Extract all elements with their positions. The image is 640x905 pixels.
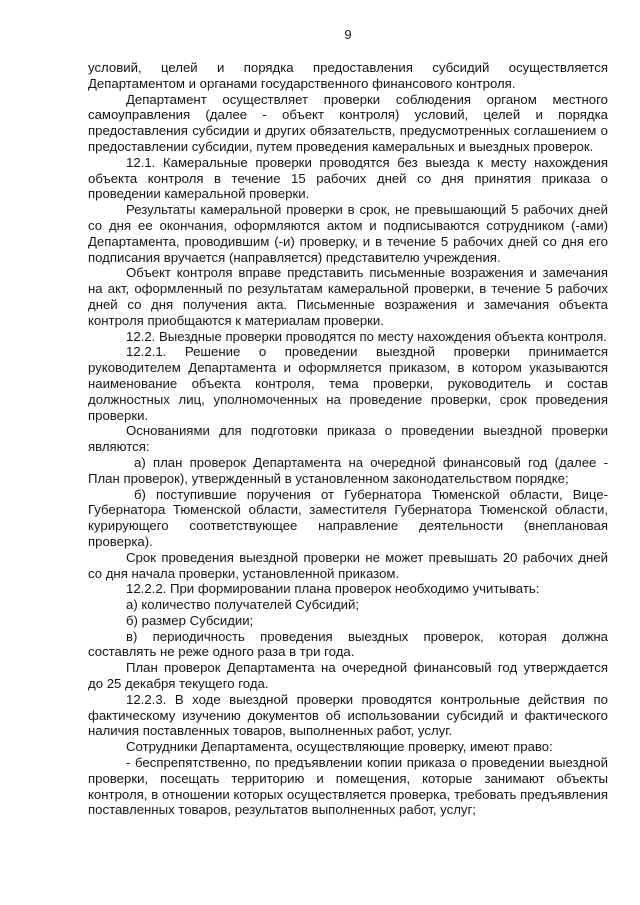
paragraph-duration: Срок проведения выездной проверки не может превышать 20 рабочих дней со дня начала проверки, установленной приказом. [88, 549, 608, 581]
list-item-b-amount: б) размер Субсидии; [126, 612, 254, 628]
list-item-unhindered-access: - беспрепятственно, по предъявлении копии приказа о проведении выездной проверки, посещать территорию и помещения, которые занимают объекты контроля, в отношении которых осуществляется проверка, требовать предъявления поставленных товаров, результатов выполненных работ, услуг; [88, 755, 608, 818]
list-item-b-orders: б) поступившие поручения от Губернатора Тюменской области, Вице-Губернатора Тюменской области, заместителя Губернатора Тюменской области, курирующего соответствующее направление деятельности (внеплановая проверка). [88, 486, 608, 549]
paragraph-desk-results: Результаты камеральной проверки в срок, не превышающий 5 рабочих дней со дня ее окончания, оформляются актом и подписываются сотрудником (-ами) Департамента, проводившим (-и) проверку, и в течение 5 рабочих дней со дня его подписания вручается (направляется) представителю учреждения. [88, 202, 608, 265]
paragraph-rights: Сотрудники Департамента, осуществляющие проверку, имеют право: [126, 739, 553, 755]
paragraph-12-1: 12.1. Камеральные проверки проводятся без выезда к месту нахождения объекта контроля в течение 15 рабочих дней со дня принятия приказа о проведении камеральной проверки. [88, 154, 608, 202]
page-number: 9 [344, 27, 352, 42]
list-item-c-frequency: в) периодичность проведения выездных проверок, которая должна составлять не реже одного раза в три года. [88, 628, 608, 660]
list-item-a-recipients: а) количество получателей Субсидий; [126, 597, 360, 613]
paragraph-12-2-1: 12.2.1. Решение о проведении выездной проверки принимается руководителем Департамента и оформляется приказом, в котором указываются наименование объекта контроля, тема проверки, руководитель и состав должностных лиц, уполномоченных на проведение проверки, срок проведения проверки. [88, 344, 608, 423]
paragraph-12-2-2: 12.2.2. При формировании плана проверок необходимо учитывать: [126, 581, 540, 597]
paragraph-grounds: Основаниями для подготовки приказа о проведении выездной проверки являются: [88, 423, 608, 455]
list-item-a-plan: а) план проверок Департамента на очередной финансовый год (далее - План проверок), утвержденный в установленном законодательством порядке; [88, 454, 608, 486]
paragraph-objections: Объект контроля вправе представить письменные возражения и замечания на акт, оформленный по результатам камеральной проверки, в течение 5 рабочих дней со дня получения акта. Письменные возражения и замечания объекта контроля приобщаются к материалам проверки. [88, 265, 608, 328]
paragraph-plan-approval: План проверок Департамента на очередной финансовый год утверждается до 25 декабря текущего года. [88, 660, 608, 692]
paragraph-12-2-3: 12.2.3. В ходе выездной проверки проводятся контрольные действия по фактическому изучению документов об использовании субсидий и фактического наличия поставленных товаров, выполненных работ, услуг. [88, 691, 608, 739]
document-body [88, 60, 608, 818]
paragraph-department-inspections: Департамент осуществляет проверки соблюдения органом местного самоуправления (далее - объект контроля) условий, целей и порядка предоставления субсидии и других обязательств, предусмотренных соглашением о предоставлении субсидии, путем проведения камеральных и выездных проверок. [88, 91, 608, 154]
paragraph-continuation: условий, целей и порядка предоставления субсидий осуществляется Департаментом и органами государственного финансового контроля. [88, 60, 608, 91]
paragraph-12-2: 12.2. Выездные проверки проводятся по месту нахождения объекта контроля. [126, 328, 607, 344]
